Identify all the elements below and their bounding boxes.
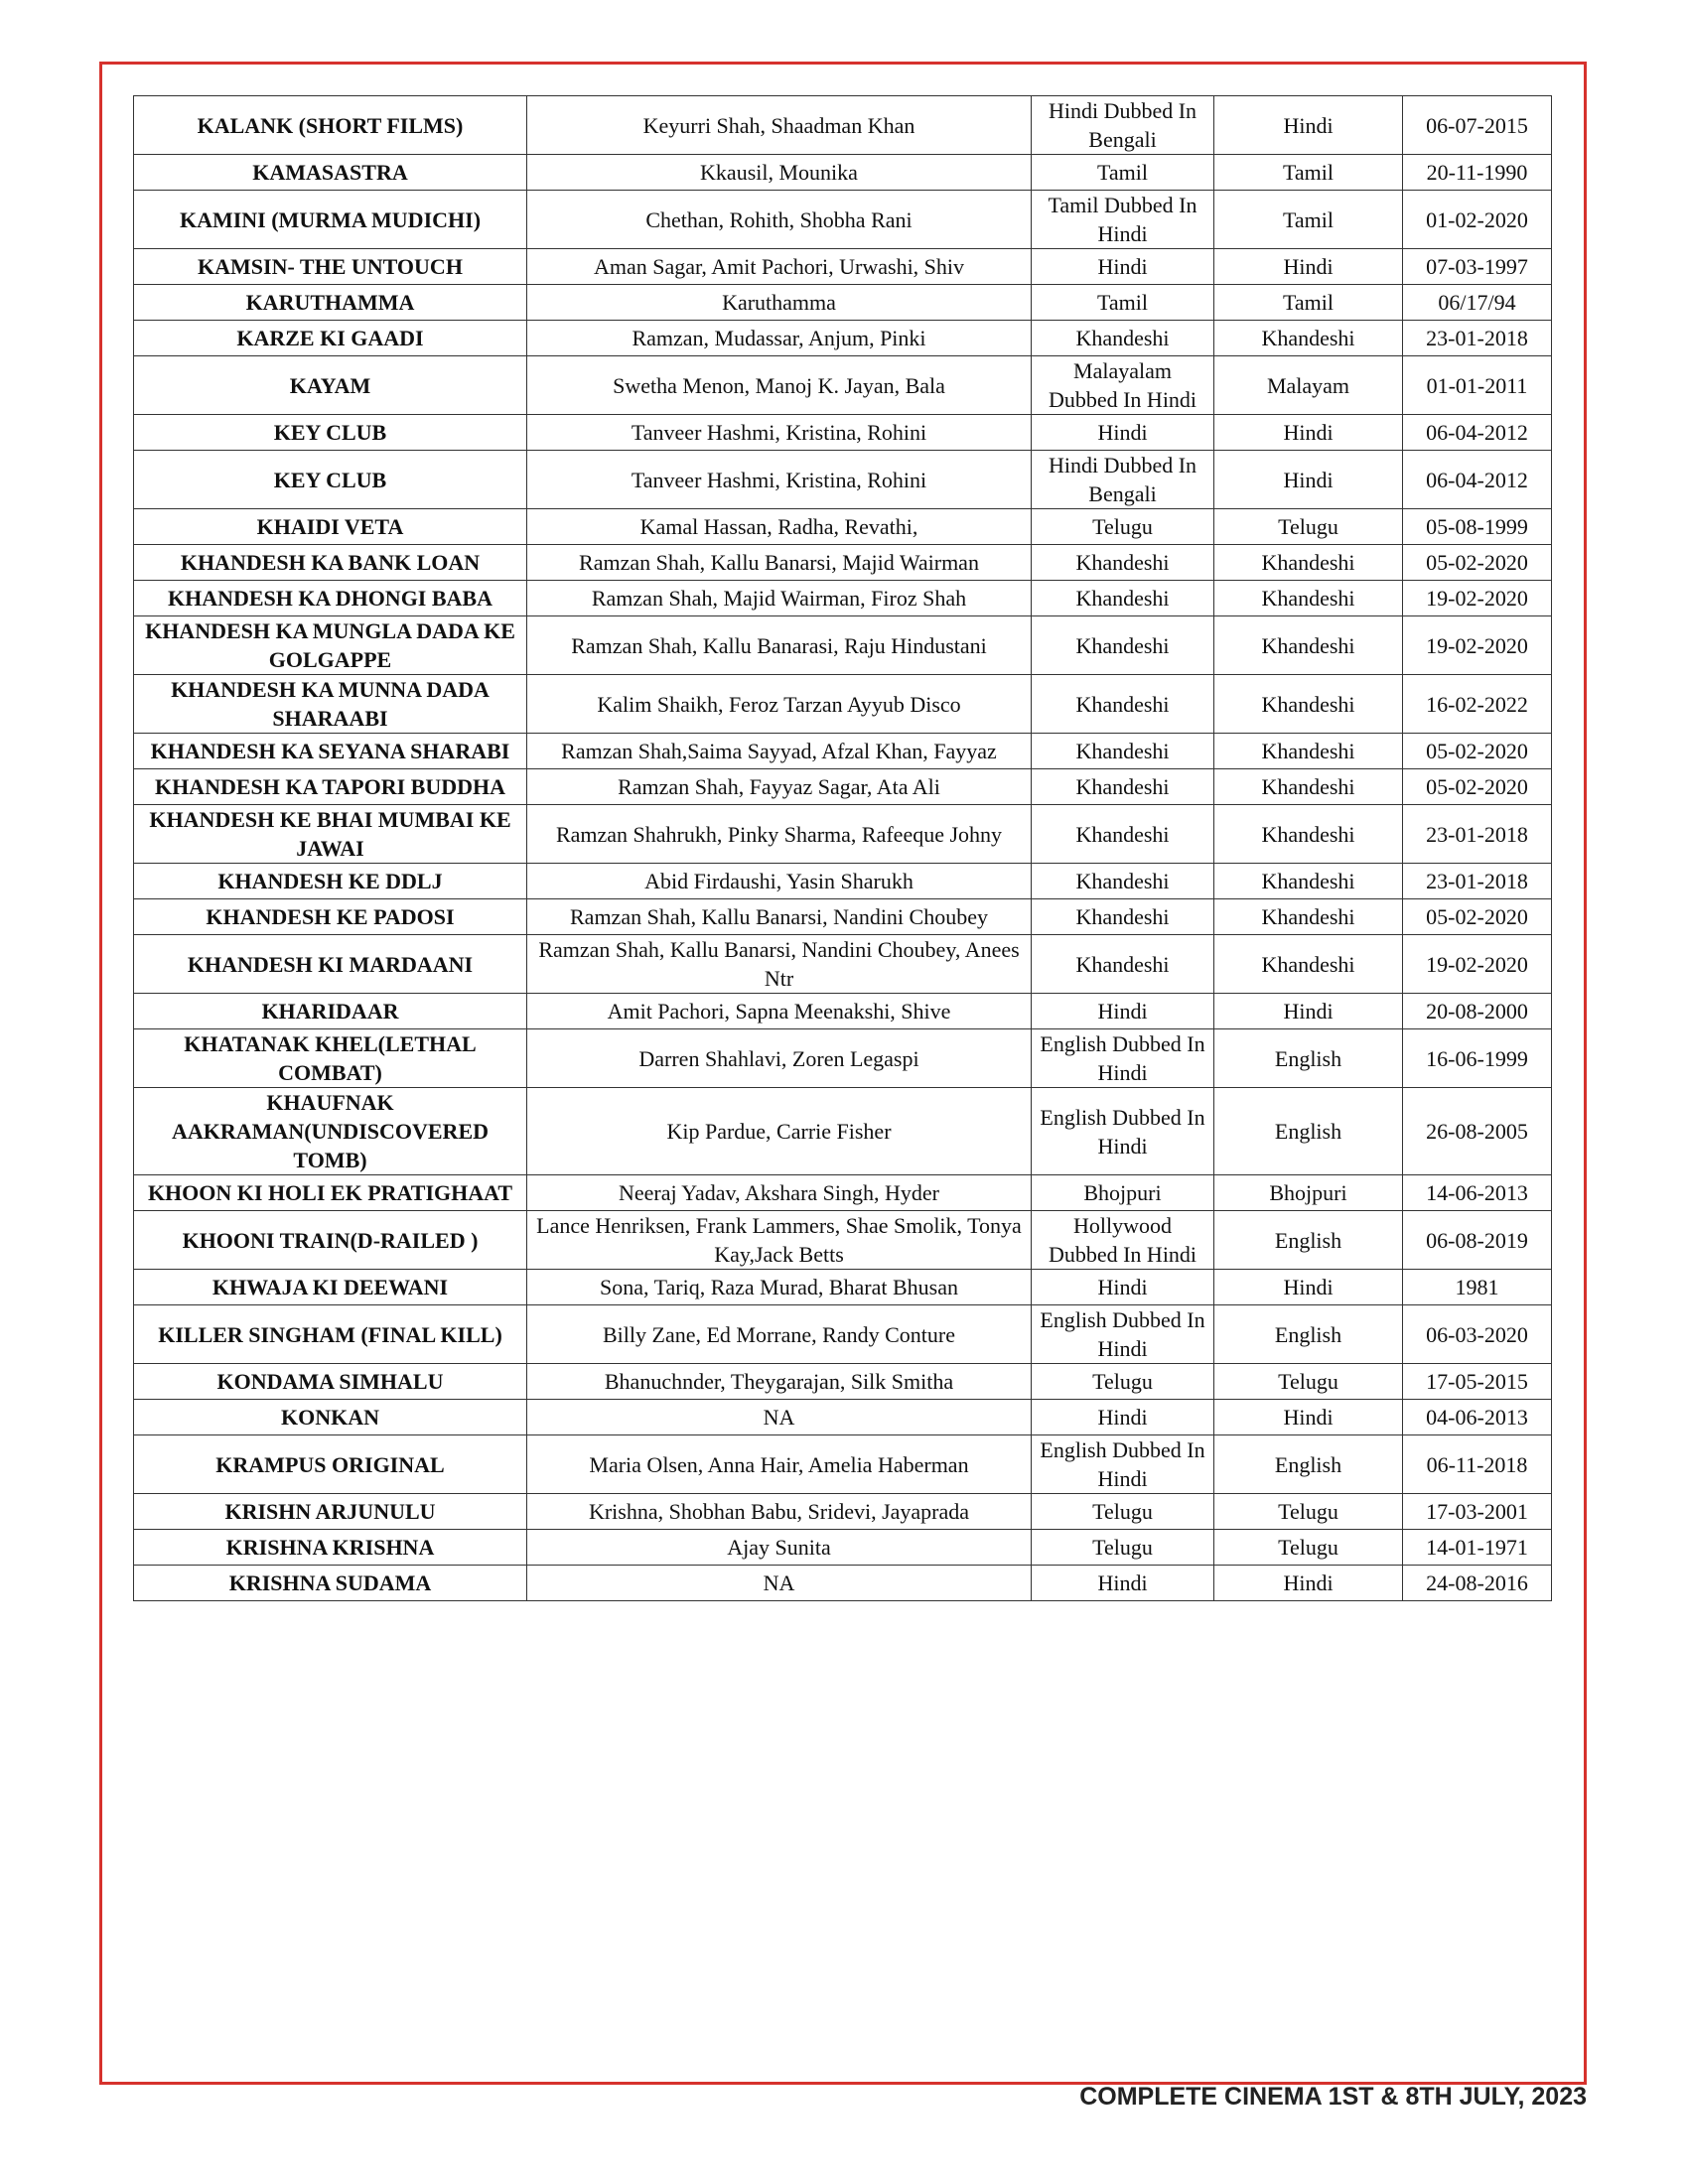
film-title: KHANDESH KE PADOSI xyxy=(134,899,527,935)
film-title: KHANDESH KA SEYANA SHARABI xyxy=(134,734,527,769)
film-title: KALANK (SHORT FILMS) xyxy=(134,96,527,155)
language-cell: Khandeshi xyxy=(1214,545,1403,581)
table-row xyxy=(134,1088,1552,1175)
language-cell: English xyxy=(1214,1029,1403,1088)
film-title: KEY CLUB xyxy=(134,451,527,509)
date-cell: 05-02-2020 xyxy=(1403,769,1552,805)
release-type-cell: Khandeshi xyxy=(1032,899,1214,935)
film-title: KHANDESH KE BHAI MUMBAI KE JAWAI xyxy=(134,805,527,864)
language-cell: Khandeshi xyxy=(1214,734,1403,769)
cast-cell: Ramzan Shah, Kallu Banarsi, Nandini Choubey, Anees Ntr xyxy=(527,935,1032,994)
table-row xyxy=(134,1494,1552,1530)
film-title: KHARIDAAR xyxy=(134,994,527,1029)
cast-cell: Ramzan Shah, Majid Wairman, Firoz Shah xyxy=(527,581,1032,616)
date-cell: 06-07-2015 xyxy=(1403,96,1552,155)
release-type-cell: Telugu xyxy=(1032,1494,1214,1530)
language-cell: Hindi xyxy=(1214,451,1403,509)
film-title: KHWAJA KI DEEWANI xyxy=(134,1270,527,1305)
film-table xyxy=(133,95,1552,1601)
date-cell: 23-01-2018 xyxy=(1403,321,1552,356)
release-type-cell: Khandeshi xyxy=(1032,675,1214,734)
film-title: KAYAM xyxy=(134,356,527,415)
release-type-cell: English Dubbed In Hindi xyxy=(1032,1435,1214,1494)
language-cell: Hindi xyxy=(1214,1270,1403,1305)
table-row xyxy=(134,581,1552,616)
table-row xyxy=(134,451,1552,509)
film-title: KHANDESH KE DDLJ xyxy=(134,864,527,899)
release-type-cell: Khandeshi xyxy=(1032,734,1214,769)
date-cell: 01-01-2011 xyxy=(1403,356,1552,415)
date-cell: 20-08-2000 xyxy=(1403,994,1552,1029)
film-title: KONDAMA SIMHALU xyxy=(134,1364,527,1400)
release-type-cell: Hindi Dubbed In Bengali xyxy=(1032,96,1214,155)
release-type-cell: English Dubbed In Hindi xyxy=(1032,1088,1214,1175)
table-row xyxy=(134,675,1552,734)
release-type-cell: Khandeshi xyxy=(1032,545,1214,581)
release-type-cell: Khandeshi xyxy=(1032,769,1214,805)
cast-cell: Ramzan Shah, Kallu Banarasi, Raju Hindustani xyxy=(527,616,1032,675)
language-cell: Khandeshi xyxy=(1214,864,1403,899)
date-cell: 06-08-2019 xyxy=(1403,1211,1552,1270)
date-cell: 19-02-2020 xyxy=(1403,616,1552,675)
cast-cell: Kkausil, Mounika xyxy=(527,155,1032,191)
date-cell: 06-04-2012 xyxy=(1403,451,1552,509)
cast-cell: Tanveer Hashmi, Kristina, Rohini xyxy=(527,415,1032,451)
date-cell: 26-08-2005 xyxy=(1403,1088,1552,1175)
film-title: KHANDESH KI MARDAANI xyxy=(134,935,527,994)
cast-cell: Bhanuchnder, Theygarajan, Silk Smitha xyxy=(527,1364,1032,1400)
date-cell: 1981 xyxy=(1403,1270,1552,1305)
table-row xyxy=(134,1211,1552,1270)
cast-cell: Amit Pachori, Sapna Meenakshi, Shive xyxy=(527,994,1032,1029)
footer-text: COMPLETE CINEMA 1ST & 8TH JULY, 2023 xyxy=(1079,2083,1587,2111)
language-cell: Hindi xyxy=(1214,96,1403,155)
table-row xyxy=(134,769,1552,805)
language-cell: English xyxy=(1214,1211,1403,1270)
film-title: KHANDESH KA TAPORI BUDDHA xyxy=(134,769,527,805)
release-type-cell: Hindi xyxy=(1032,994,1214,1029)
language-cell: Telugu xyxy=(1214,1530,1403,1566)
table-row xyxy=(134,864,1552,899)
table-row xyxy=(134,1400,1552,1435)
cast-cell: Keyurri Shah, Shaadman Khan xyxy=(527,96,1032,155)
cast-cell: NA xyxy=(527,1400,1032,1435)
language-cell: Khandeshi xyxy=(1214,321,1403,356)
release-type-cell: Khandeshi xyxy=(1032,864,1214,899)
table-row xyxy=(134,616,1552,675)
language-cell: Hindi xyxy=(1214,415,1403,451)
date-cell: 06-11-2018 xyxy=(1403,1435,1552,1494)
language-cell: English xyxy=(1214,1435,1403,1494)
date-cell: 05-02-2020 xyxy=(1403,545,1552,581)
table-row xyxy=(134,1435,1552,1494)
date-cell: 19-02-2020 xyxy=(1403,581,1552,616)
date-cell: 23-01-2018 xyxy=(1403,805,1552,864)
film-title: KRAMPUS ORIGINAL xyxy=(134,1435,527,1494)
table-row xyxy=(134,191,1552,249)
language-cell: Khandeshi xyxy=(1214,769,1403,805)
release-type-cell: Hindi xyxy=(1032,1400,1214,1435)
language-cell: Hindi xyxy=(1214,249,1403,285)
date-cell: 06-04-2012 xyxy=(1403,415,1552,451)
release-type-cell: Khandeshi xyxy=(1032,616,1214,675)
cast-cell: Ramzan, Mudassar, Anjum, Pinki xyxy=(527,321,1032,356)
release-type-cell: English Dubbed In Hindi xyxy=(1032,1029,1214,1088)
table-row xyxy=(134,734,1552,769)
cast-cell: Tanveer Hashmi, Kristina, Rohini xyxy=(527,451,1032,509)
table-row xyxy=(134,96,1552,155)
table-row xyxy=(134,1566,1552,1601)
film-title: KHOONI TRAIN(D-RAILED ) xyxy=(134,1211,527,1270)
cast-cell: Darren Shahlavi, Zoren Legaspi xyxy=(527,1029,1032,1088)
language-cell: Tamil xyxy=(1214,191,1403,249)
language-cell: Telugu xyxy=(1214,1364,1403,1400)
film-title: KILLER SINGHAM (FINAL KILL) xyxy=(134,1305,527,1364)
date-cell: 14-01-1971 xyxy=(1403,1530,1552,1566)
film-title: KAMINI (MURMA MUDICHI) xyxy=(134,191,527,249)
date-cell: 01-02-2020 xyxy=(1403,191,1552,249)
release-type-cell: English Dubbed In Hindi xyxy=(1032,1305,1214,1364)
date-cell: 20-11-1990 xyxy=(1403,155,1552,191)
cast-cell: Billy Zane, Ed Morrane, Randy Conture xyxy=(527,1305,1032,1364)
cast-cell: Kalim Shaikh, Feroz Tarzan Ayyub Disco xyxy=(527,675,1032,734)
release-type-cell: Hindi xyxy=(1032,1270,1214,1305)
language-cell: Khandeshi xyxy=(1214,899,1403,935)
language-cell: Bhojpuri xyxy=(1214,1175,1403,1211)
release-type-cell: Malayalam Dubbed In Hindi xyxy=(1032,356,1214,415)
film-title: KARZE KI GAADI xyxy=(134,321,527,356)
table-row xyxy=(134,285,1552,321)
release-type-cell: Bhojpuri xyxy=(1032,1175,1214,1211)
table-row xyxy=(134,1029,1552,1088)
release-type-cell: Telugu xyxy=(1032,509,1214,545)
language-cell: Khandeshi xyxy=(1214,581,1403,616)
film-title: KAMASASTRA xyxy=(134,155,527,191)
table-row xyxy=(134,1270,1552,1305)
table-row xyxy=(134,415,1552,451)
cast-cell: Sona, Tariq, Raza Murad, Bharat Bhusan xyxy=(527,1270,1032,1305)
table-row xyxy=(134,994,1552,1029)
language-cell: English xyxy=(1214,1305,1403,1364)
date-cell: 07-03-1997 xyxy=(1403,249,1552,285)
release-type-cell: Khandeshi xyxy=(1032,581,1214,616)
cast-cell: Ramzan Shah,Saima Sayyad, Afzal Khan, Fayyaz xyxy=(527,734,1032,769)
date-cell: 17-05-2015 xyxy=(1403,1364,1552,1400)
table-row xyxy=(134,545,1552,581)
date-cell: 16-06-1999 xyxy=(1403,1029,1552,1088)
cast-cell: Ajay Sunita xyxy=(527,1530,1032,1566)
table-row xyxy=(134,805,1552,864)
cast-cell: Neeraj Yadav, Akshara Singh, Hyder xyxy=(527,1175,1032,1211)
date-cell: 24-08-2016 xyxy=(1403,1566,1552,1601)
cast-cell: Swetha Menon, Manoj K. Jayan, Bala xyxy=(527,356,1032,415)
release-type-cell: Tamil Dubbed In Hindi xyxy=(1032,191,1214,249)
table-row xyxy=(134,249,1552,285)
date-cell: 06-03-2020 xyxy=(1403,1305,1552,1364)
film-title: KAMSIN- THE UNTOUCH xyxy=(134,249,527,285)
release-type-cell: Tamil xyxy=(1032,155,1214,191)
film-title: KHAUFNAK AAKRAMAN(UNDISCOVERED TOMB) xyxy=(134,1088,527,1175)
film-title: KEY CLUB xyxy=(134,415,527,451)
release-type-cell: Telugu xyxy=(1032,1364,1214,1400)
date-cell: 23-01-2018 xyxy=(1403,864,1552,899)
language-cell: Khandeshi xyxy=(1214,935,1403,994)
film-title: KARUTHAMMA xyxy=(134,285,527,321)
cast-cell: Ramzan Shahrukh, Pinky Sharma, Rafeeque Johny xyxy=(527,805,1032,864)
cast-cell: Aman Sagar, Amit Pachori, Urwashi, Shiv xyxy=(527,249,1032,285)
cast-cell: NA xyxy=(527,1566,1032,1601)
cast-cell: Lance Henriksen, Frank Lammers, Shae Smolik, Tonya Kay,Jack Betts xyxy=(527,1211,1032,1270)
language-cell: Khandeshi xyxy=(1214,616,1403,675)
language-cell: Khandeshi xyxy=(1214,675,1403,734)
table-row xyxy=(134,1305,1552,1364)
language-cell: Telugu xyxy=(1214,509,1403,545)
cast-cell: Abid Firdaushi, Yasin Sharukh xyxy=(527,864,1032,899)
film-title: KONKAN xyxy=(134,1400,527,1435)
table-row xyxy=(134,321,1552,356)
language-cell: Hindi xyxy=(1214,1566,1403,1601)
release-type-cell: Hindi xyxy=(1032,415,1214,451)
table-row xyxy=(134,509,1552,545)
film-title: KHAIDI VETA xyxy=(134,509,527,545)
film-title: KHANDESH KA MUNGLA DADA KE GOLGAPPE xyxy=(134,616,527,675)
date-cell: 05-08-1999 xyxy=(1403,509,1552,545)
cast-cell: Krishna, Shobhan Babu, Sridevi, Jayaprada xyxy=(527,1494,1032,1530)
table-row xyxy=(134,1530,1552,1566)
language-cell: Khandeshi xyxy=(1214,805,1403,864)
cast-cell: Kip Pardue, Carrie Fisher xyxy=(527,1088,1032,1175)
language-cell: Hindi xyxy=(1214,1400,1403,1435)
date-cell: 04-06-2013 xyxy=(1403,1400,1552,1435)
film-title: KHANDESH KA BANK LOAN xyxy=(134,545,527,581)
release-type-cell: Hindi Dubbed In Bengali xyxy=(1032,451,1214,509)
date-cell: 06/17/94 xyxy=(1403,285,1552,321)
table-row xyxy=(134,899,1552,935)
release-type-cell: Khandeshi xyxy=(1032,321,1214,356)
cast-cell: Ramzan Shah, Fayyaz Sagar, Ata Ali xyxy=(527,769,1032,805)
language-cell: English xyxy=(1214,1088,1403,1175)
date-cell: 14-06-2013 xyxy=(1403,1175,1552,1211)
film-title: KRISHN ARJUNULU xyxy=(134,1494,527,1530)
film-title: KHANDESH KA MUNNA DADA SHARAABI xyxy=(134,675,527,734)
cast-cell: Kamal Hassan, Radha, Revathi, xyxy=(527,509,1032,545)
table-row xyxy=(134,1175,1552,1211)
release-type-cell: Hindi xyxy=(1032,249,1214,285)
release-type-cell: Hollywood Dubbed In Hindi xyxy=(1032,1211,1214,1270)
release-type-cell: Telugu xyxy=(1032,1530,1214,1566)
date-cell: 17-03-2001 xyxy=(1403,1494,1552,1530)
table-row xyxy=(134,356,1552,415)
film-title: KRISHNA KRISHNA xyxy=(134,1530,527,1566)
table-row xyxy=(134,1364,1552,1400)
date-cell: 05-02-2020 xyxy=(1403,734,1552,769)
cast-cell: Ramzan Shah, Kallu Banarsi, Nandini Choubey xyxy=(527,899,1032,935)
language-cell: Malayam xyxy=(1214,356,1403,415)
film-title: KRISHNA SUDAMA xyxy=(134,1566,527,1601)
language-cell: Tamil xyxy=(1214,285,1403,321)
cast-cell: Ramzan Shah, Kallu Banarsi, Majid Wairman xyxy=(527,545,1032,581)
language-cell: Tamil xyxy=(1214,155,1403,191)
release-type-cell: Khandeshi xyxy=(1032,935,1214,994)
table-row xyxy=(134,155,1552,191)
date-cell: 05-02-2020 xyxy=(1403,899,1552,935)
table-row xyxy=(134,935,1552,994)
film-title: KHATANAK KHEL(LETHAL COMBAT) xyxy=(134,1029,527,1088)
cast-cell: Chethan, Rohith, Shobha Rani xyxy=(527,191,1032,249)
release-type-cell: Khandeshi xyxy=(1032,805,1214,864)
release-type-cell: Hindi xyxy=(1032,1566,1214,1601)
language-cell: Telugu xyxy=(1214,1494,1403,1530)
cast-cell: Maria Olsen, Anna Hair, Amelia Haberman xyxy=(527,1435,1032,1494)
release-type-cell: Tamil xyxy=(1032,285,1214,321)
date-cell: 19-02-2020 xyxy=(1403,935,1552,994)
film-title: KHANDESH KA DHONGI BABA xyxy=(134,581,527,616)
film-title: KHOON KI HOLI EK PRATIGHAAT xyxy=(134,1175,527,1211)
language-cell: Hindi xyxy=(1214,994,1403,1029)
date-cell: 16-02-2022 xyxy=(1403,675,1552,734)
film-table-body xyxy=(134,96,1552,1601)
cast-cell: Karuthamma xyxy=(527,285,1032,321)
